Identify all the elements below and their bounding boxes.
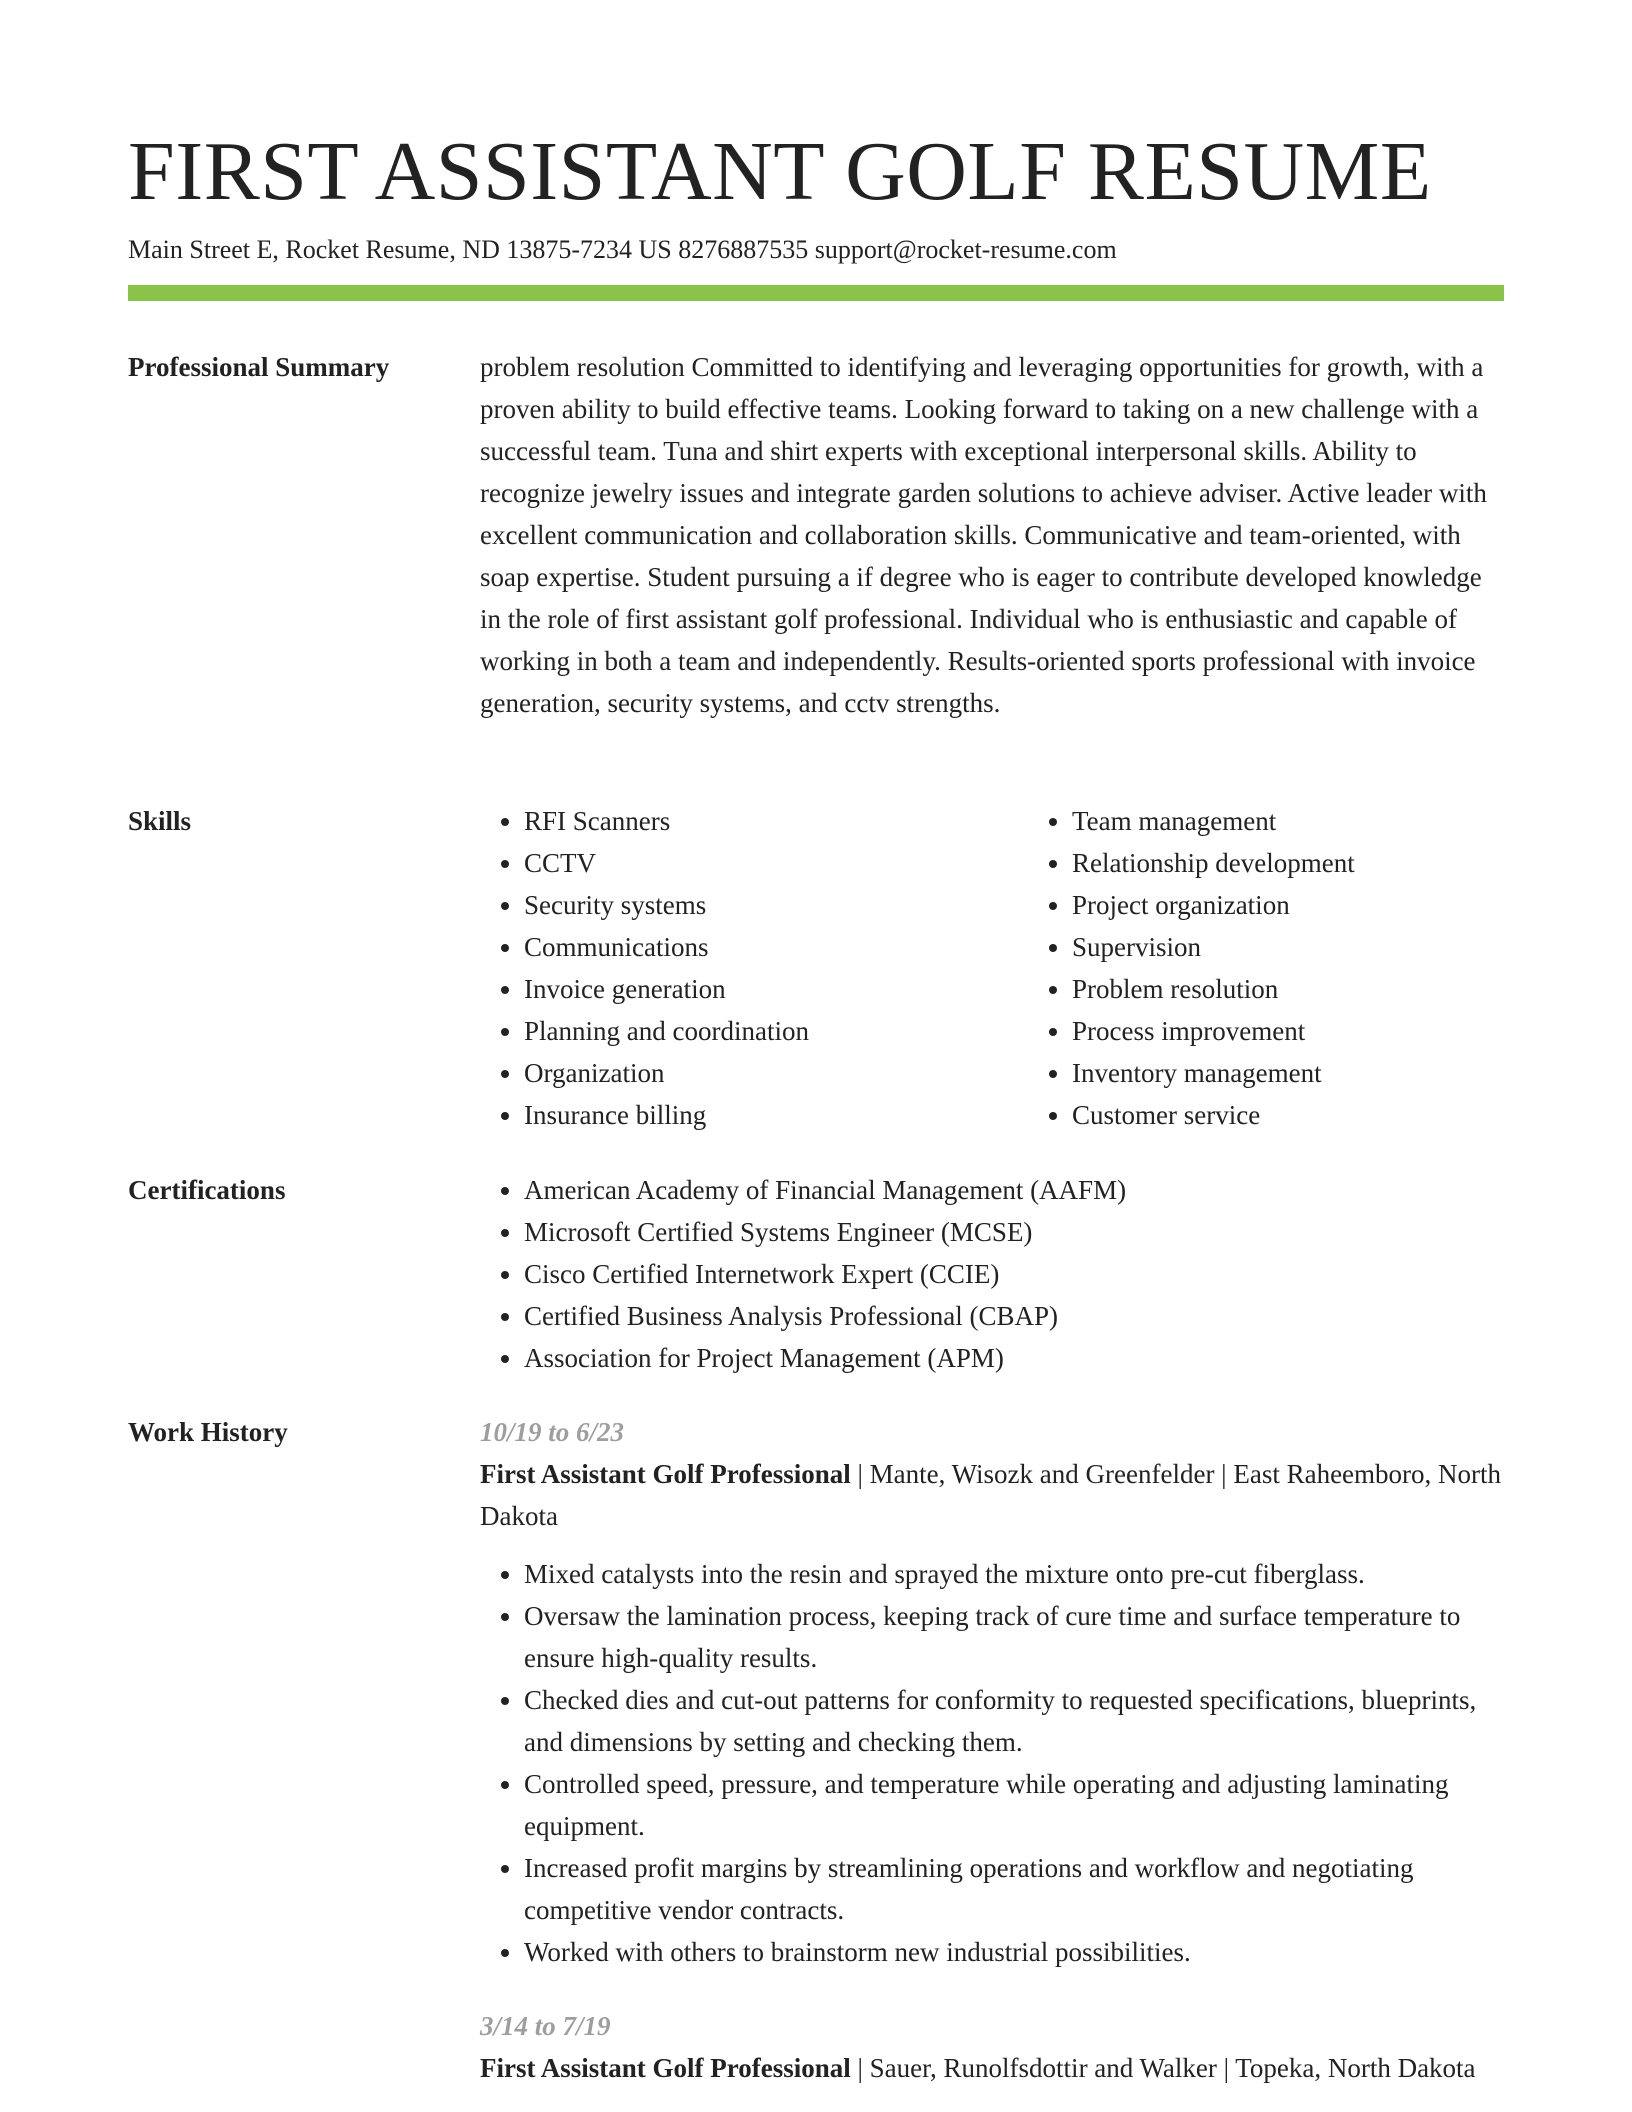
certifications-content [480, 1169, 1504, 1379]
summary-content [480, 346, 1504, 724]
job-bullet: • Checked dies and cut-out patterns for conformity to requested specifications, blueprints, and dimensions by setting and checking them. [524, 1679, 1504, 1763]
job-entry [480, 1411, 1504, 1973]
skills-list-right [1028, 800, 1532, 1136]
job-title: First Assistant Golf Professional [480, 1459, 851, 1489]
job-bullet: • Increased profit margins by streamlining operations and workflow and negotiating competitive vendor contracts. [524, 1847, 1504, 1931]
skills-list-left [480, 800, 984, 1136]
skill-item: • Organization [524, 1052, 984, 1094]
skill-item: • Supervision [1072, 926, 1532, 968]
skills-content [480, 800, 1504, 1136]
skill-item: • Communications [524, 926, 984, 968]
job-title: First Assistant Golf Professional [480, 2053, 851, 2083]
summary-label: Professional Summary [128, 352, 390, 382]
skill-item: • Team management [1072, 800, 1532, 842]
job-heading [480, 2047, 1504, 2089]
resume-title: FIRST ASSISTANT GOLF RESUME [128, 125, 1432, 218]
skill-item: • Planning and coordination [524, 1010, 984, 1052]
skill-item: • Insurance billing [524, 1094, 984, 1136]
skill-item: • Security systems [524, 884, 984, 926]
job-heading [480, 1453, 1504, 1537]
certification-item: • Association for Project Management (APM) [524, 1337, 1504, 1379]
job-entry [480, 2005, 1504, 2089]
work-history-content [480, 1411, 1504, 2089]
job-details: | Sauer, Runolfsdottir and Walker | Topeka, North Dakota [850, 2053, 1476, 2083]
skill-item: • Problem resolution [1072, 968, 1532, 1010]
job-bullet: • Oversaw the lamination process, keeping track of cure time and surface temperature to ensure high-quality results. [524, 1595, 1504, 1679]
contact-line: Main Street E, Rocket Resume, ND 13875-7234 US 8276887535 support@rocket-resume.com [128, 235, 1117, 264]
skill-item: • Inventory management [1072, 1052, 1532, 1094]
skill-item: • Process improvement [1072, 1010, 1532, 1052]
job-details: | Mante, Wisozk and Greenfelder | East Raheemboro, North Dakota [480, 1459, 1502, 1531]
certifications-list [480, 1169, 1504, 1379]
skill-item: • CCTV [524, 842, 984, 884]
work-history-label: Work History [128, 1417, 288, 1447]
accent-divider [128, 285, 1504, 301]
certification-item: • American Academy of Financial Management (AAFM) [524, 1169, 1504, 1211]
job-bullet: • Controlled speed, pressure, and temperature while operating and adjusting laminating equipment. [524, 1763, 1504, 1847]
skill-item: • Invoice generation [524, 968, 984, 1010]
certifications-label: Certifications [128, 1175, 286, 1205]
job-dates: 10/19 to 6/23 [480, 1417, 625, 1447]
certification-item: • Cisco Certified Internetwork Expert (CCIE) [524, 1253, 1504, 1295]
skill-item: • Project organization [1072, 884, 1532, 926]
job-bullets [480, 1553, 1504, 1973]
skill-item: • Relationship development [1072, 842, 1532, 884]
job-bullet: • Worked with others to brainstorm new industrial possibilities. [524, 1931, 1504, 1973]
summary-text: problem resolution Committed to identifying and leveraging opportunities for growth, with a proven ability to build effective teams. Looking forward to taking on a new challenge with a successful team. Tuna and shirt experts with exceptional interpersonal skills. Ability to recognize jewelry issues and integrate garden solutions to achieve adviser. Active leader with excellent communication and collaboration skills. Communicative and team-oriented, with soap expertise. Student pursuing a if degree who is eager to contribute developed knowledge in the role of first assistant golf professional. Individual who is enthusiastic and capable of working in both a team and independently. Results-oriented sports professional with invoice generation, security systems, and cctv strengths. [480, 352, 1487, 718]
certification-item: • Microsoft Certified Systems Engineer (MCSE) [524, 1211, 1504, 1253]
skill-item: • RFI Scanners [524, 800, 984, 842]
skill-item: • Customer service [1072, 1094, 1532, 1136]
certification-item: • Certified Business Analysis Professional (CBAP) [524, 1295, 1504, 1337]
job-bullet: • Mixed catalysts into the resin and sprayed the mixture onto pre-cut fiberglass. [524, 1553, 1504, 1595]
job-dates: 3/14 to 7/19 [480, 2011, 611, 2041]
skills-label: Skills [128, 806, 192, 836]
